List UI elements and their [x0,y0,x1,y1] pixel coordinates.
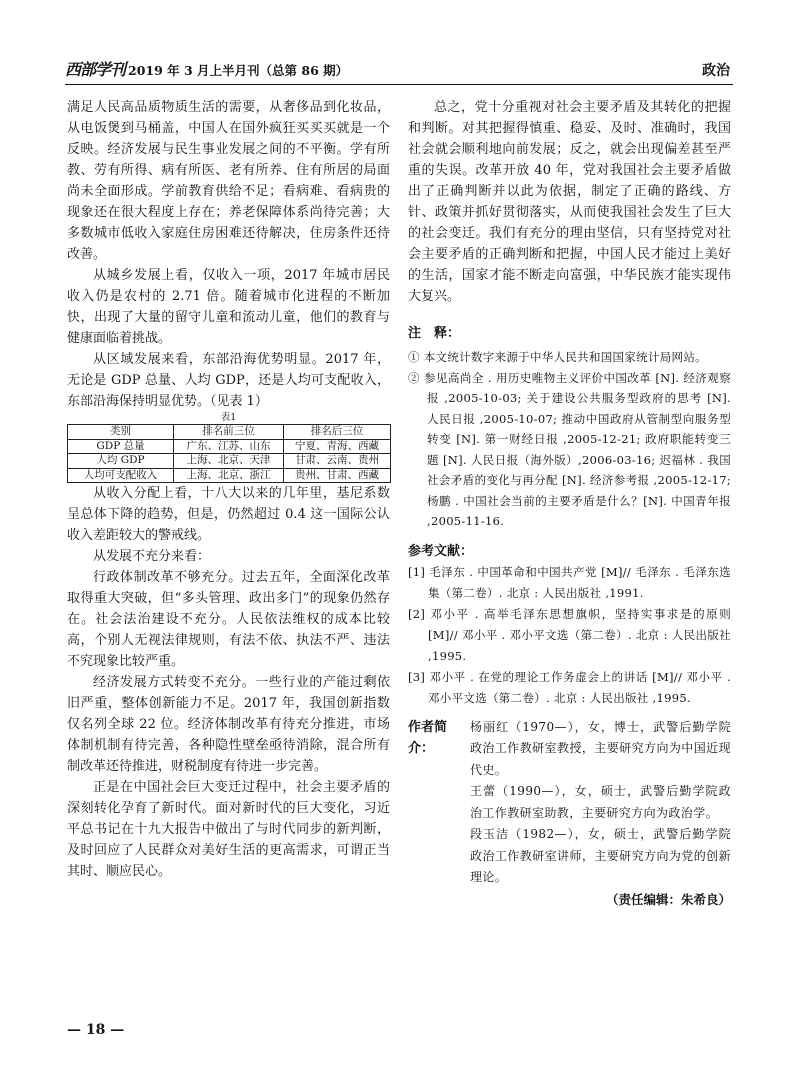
table-row [68,454,391,469]
author-bio-list [470,717,731,889]
table-header-cell: 排名后三位 [284,425,391,440]
body-paragraph: 经济发展方式转变不充分。一些行业的产能过剩依旧严重，整体创新能力不足。2017 年，我国创新指数仅名列全球 22 位。经济体制改革有待充分推进，市场体制机制有待完善，各种隐性壁垒亟待消除，混合所有制改革还待推进，财税制度有待进一步完善。 [67,675,390,774]
table-cell: GDP 总量 [68,439,174,454]
journal-logo: 西部学刊 [65,60,126,79]
author-bio-item: 王蕾（1990—），女，硕士，武警后勤学院政治工作教研室助教，主要研究方向为政治学。 [470,784,731,820]
table-row [68,439,391,454]
table-caption: 表1 [220,412,237,423]
note-item: ① 本文统计数字来源于中华人民共和国国家统计局网站。 [408,350,707,364]
table-header-cell: 类别 [68,425,174,440]
author-bio-item: 杨丽红（1970—），女，博士，武警后勤学院政治工作教研室教授，主要研究方向为中国近现代史。 [470,719,731,777]
regional-ranking-table [67,424,391,483]
table-cell: 甘肃、云南、贵州 [284,454,391,469]
left-column [67,97,390,882]
issue-info: 2019 年 3 月上半月刊（总第 86 期） [128,63,349,78]
table-header-row [68,425,391,440]
table-cell: 广东、江苏、山东 [174,439,284,454]
table-cell: 上海、北京、天津 [174,454,284,469]
table-cell: 宁夏、青海、西藏 [284,439,391,454]
notes-heading: 注 释： [408,326,461,341]
note-item: ② 参见高尚全 . 用历史唯物主义评价中国改革 [N]. 经济观察报 ,2005-10-03; 关于建设公共服务型政府的思考 [N]. 人民日报 ,2005-10-07; 推动中国政府从管制型向服务型转变 [N]. 第一财经日报 ,2005-12-21; 政府职能转变三题 [N]. 人民日报（海外版）,2006-03-16; 迟福林 . 我国社会矛盾的变化与再分配 [N]. 经济参考报 ,2005-12-17; 杨鹏 . 中国社会当前的主要矛盾是什么？[N]. 中国青年报 ,2005-11-16. [408,370,731,528]
table-cell: 人均 GDP [68,454,174,469]
right-column [408,97,731,911]
conclusion-paragraph: 总之，党十分重视对社会主要矛盾及其转化的把握和判断。对其把握得慎重、稳妥、及时、准确时，我国社会就会顺利地向前发展；反之，就会出现偏差甚至严重的失误。改革开放 40 年，党对我国社会主要矛盾做出了正确判断并以此为依据，制定了正确的路线、方针、政策并抓好贯彻落实，从而使我国社会发生了巨大的社会变迁。我们有充分的理由坚信，只有坚持党对社会主要矛盾的正确判断和把握，中国人民才能过上美好的生活，国家才能不断走向富强，中华民族才能实现伟大复兴。 [408,100,731,304]
responsible-editor: （责任编辑：朱希良） [605,891,731,907]
body-paragraph: 从区域发展来看，东部沿海优势明显。2017 年，无论是 GDP 总量、人均 GDP，还是人均可支配收入，东部沿海保持明显优势。（见表 1） [67,352,390,409]
table-header-cell: 排名前三位 [174,425,284,440]
author-bio-item: 段玉洁（1982—），女，硕士，武警后勤学院政治工作教研室讲师，主要研究方向为党的创新理论。 [470,827,731,884]
body-paragraph: 行政体制改革不够充分。过去五年，全面深化改革取得重大突破，但“多头管理、政出多门”的现象仍然存在。社会法治建设不充分。人民依法维权的成本比较高，个别人无视法律规则，有法不依、执法不严、违法不究现象比较严重。 [67,570,390,669]
body-paragraph: 正是在中国社会巨大变迁过程中，社会主要矛盾的深刻转化孕育了新时代。面对新时代的巨大变化，习近平总书记在十九大报告中做出了与时代同步的新判断，及时回应了人民群众对美好生活的更高需求，可谓正当其时、顺应民心。 [67,780,390,879]
running-header [65,60,733,85]
body-paragraph: 从收入分配上看，十八大以来的几年里，基尼系数呈总体下降的趋势，但是，仍然超过 0.4 这一国际公认收入差距较大的警戒线。 [67,486,390,543]
body-paragraph: 从城乡发展上看，仅收入一项，2017 年城市居民收入仍是农村的 2.71 倍。随着城市化进程的不断加快，出现了大量的留守儿童和流动儿童，他们的教育与健康面临着挑战。 [67,268,390,346]
body-paragraph: 从发展不充分来看： [93,549,211,564]
notes-list [408,347,731,532]
reference-item: [2] 邓小平 . 高举毛泽东思想旗帜，坚持实事求是的原则 [M]// 邓小平 . 邓小平文选（第二卷）. 北京 : 人民出版社 ,1995. [408,606,731,663]
table-cell: 贵州、甘肃、西藏 [284,468,391,483]
table-cell: 上海、北京、浙江 [174,468,284,483]
author-bio [408,717,731,889]
body-paragraph: 满足人民高品质物质生活的需要，从奢侈品到化妆品，从电饭煲到马桶盖，中国人在国外疯狂买买买就是一个反映。经济发展与民生事业发展之间的不平衡。学有所教、劳有所得、病有所医、老有所养、住有所居的局面尚未全面形成。学前教育供给不足；看病难、看病贵的现象还在很大程度上存在；养老保障体系尚待完善；大多数城市低收入家庭住房困难还待解决，住房条件还待改善。 [67,100,390,262]
references-list [408,562,731,709]
reference-item: [3] 邓小平 . 在党的理论工作务虚会上的讲话 [M]// 邓小平 . 邓小平文选（第二卷）. 北京 : 人民出版社 ,1995. [408,669,731,705]
reference-item: [1] 毛泽东 . 中国革命和中国共产党 [M]// 毛泽东 . 毛泽东选集（第二卷）. 北京 : 人民出版社 ,1991. [408,564,731,600]
references-heading: 参考文献： [408,543,474,559]
table-cell: 人均可支配收入 [68,468,174,483]
author-bio-heading: 作者简介： [408,719,448,756]
section-label: 政治 [702,63,730,79]
page-number: — 18 — [67,1022,125,1038]
table-row [68,468,391,483]
